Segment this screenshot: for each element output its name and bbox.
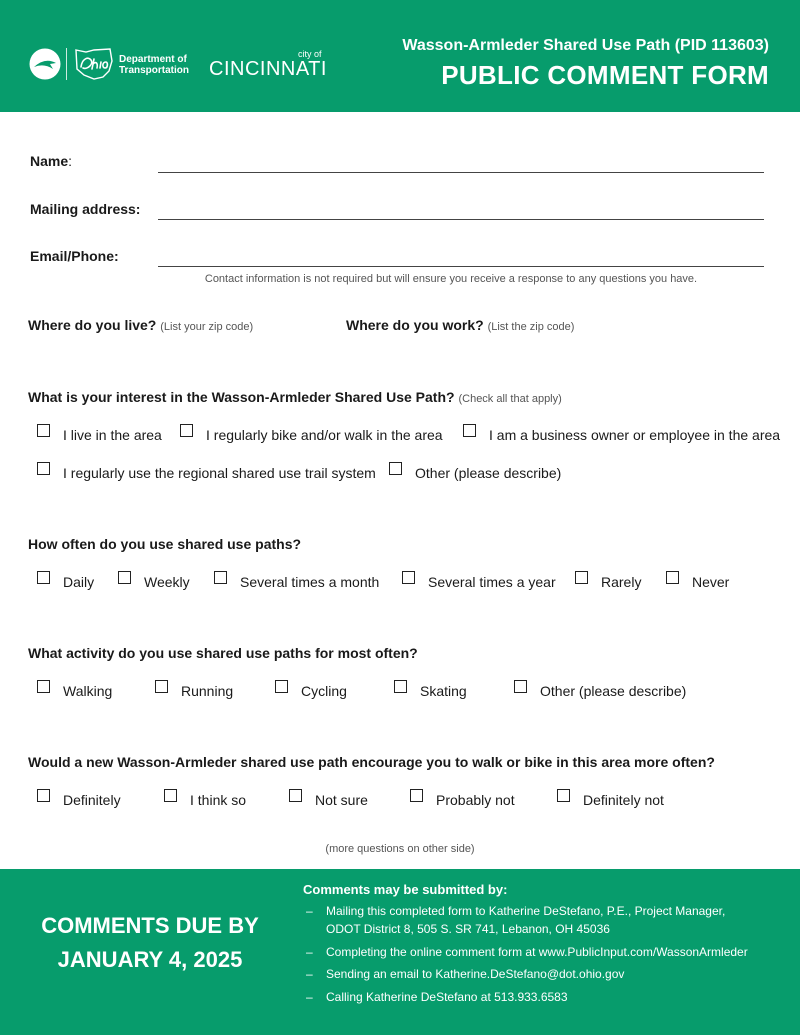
address-field[interactable] [158, 219, 764, 220]
encourage-option-definitely-not[interactable]: Definitely not [557, 789, 664, 809]
checkbox[interactable] [557, 789, 570, 802]
frequency-option-monthly[interactable]: Several times a month [214, 571, 379, 591]
checkbox[interactable] [389, 462, 402, 475]
checkbox[interactable] [37, 462, 50, 475]
interest-option-bike-walk[interactable]: I regularly bike and/or walk in the area [180, 424, 443, 444]
dept-line-2: Transportation [119, 65, 190, 76]
interest-question: What is your interest in the Wasson-Armleder Shared Use Path? (Check all that apply) [28, 389, 562, 405]
encourage-question: Would a new Wasson-Armleder shared use path encourage you to walk or bike in this area more often? [28, 754, 715, 770]
encourage-option-not-sure[interactable]: Not sure [289, 789, 368, 809]
activity-option-cycling[interactable]: Cycling [275, 680, 347, 700]
checkbox[interactable] [164, 789, 177, 802]
interest-option-trail-system[interactable]: I regularly use the regional shared use trail system [37, 462, 376, 482]
checkbox[interactable] [394, 680, 407, 693]
name-label: Name: [30, 153, 73, 169]
checkbox[interactable] [575, 571, 588, 584]
dash-icon: – [306, 990, 313, 1004]
checkbox[interactable] [666, 571, 679, 584]
checkbox[interactable] [37, 680, 50, 693]
email-phone-field[interactable] [158, 266, 764, 267]
submission-item-phone: – Calling Katherine DeStefano at 513.933.6583 [306, 990, 568, 1004]
interest-option-other[interactable]: Other (please describe) [389, 462, 561, 482]
checkbox[interactable] [37, 571, 50, 584]
due-date: JANUARY 4, 2025 [57, 947, 243, 972]
project-title: Wasson-Armleder Shared Use Path (PID 113603) [402, 37, 769, 54]
checkbox[interactable] [410, 789, 423, 802]
frequency-option-weekly[interactable]: Weekly [118, 571, 190, 591]
checkbox[interactable] [155, 680, 168, 693]
encourage-option-probably-not[interactable]: Probably not [410, 789, 515, 809]
checkbox[interactable] [463, 424, 476, 437]
name-field[interactable] [158, 172, 764, 173]
dash-icon: – [306, 967, 313, 981]
odot-logo-icon [28, 47, 62, 81]
frequency-option-never[interactable]: Never [666, 571, 729, 591]
email-phone-label: Email/Phone: [30, 248, 119, 264]
ohio-logo-icon [72, 47, 114, 81]
frequency-option-yearly[interactable]: Several times a year [402, 571, 556, 591]
due-line-1: COMMENTS DUE BY [41, 913, 259, 938]
frequency-option-rarely[interactable]: Rarely [575, 571, 641, 591]
encourage-option-definitely[interactable]: Definitely [37, 789, 121, 809]
checkbox[interactable] [118, 571, 131, 584]
submission-item-online: – Completing the online comment form at www.PublicInput.com/WassonArmleder [306, 945, 748, 959]
submission-item-email: – Sending an email to Katherine.DeStefano@dot.ohio.gov [306, 967, 625, 981]
dash-icon: – [306, 904, 313, 918]
footer-banner [0, 869, 800, 1035]
encourage-option-think-so[interactable]: I think so [164, 789, 246, 809]
checkbox[interactable] [289, 789, 302, 802]
checkbox[interactable] [402, 571, 415, 584]
checkbox[interactable] [180, 424, 193, 437]
checkbox[interactable] [514, 680, 527, 693]
checkbox[interactable] [37, 789, 50, 802]
checkbox[interactable] [214, 571, 227, 584]
work-question: Where do you work? (List the zip code) [346, 317, 575, 333]
form-title: PUBLIC COMMENT FORM [441, 60, 769, 90]
interest-option-live[interactable]: I live in the area [37, 424, 162, 444]
city-of-label: city of [298, 49, 322, 59]
interest-option-business[interactable]: I am a business owner or employee in the area [463, 424, 780, 444]
submission-item-mail: – Mailing this completed form to Katherine DeStefano, P.E., Project Manager, ODOT District 8, 505 S. SR 741, Lebanon, OH 45036 [306, 904, 726, 936]
contact-note: Contact information is not required but will ensure you receive a response to any questions you have. [204, 273, 698, 285]
address-label: Mailing address: [30, 201, 141, 217]
activity-option-other[interactable]: Other (please describe) [514, 680, 686, 700]
activity-question: What activity do you use shared use paths for most often? [28, 645, 418, 661]
logo-divider [66, 48, 67, 80]
dash-icon: – [306, 945, 313, 959]
dept-line-1: Department of [119, 54, 187, 65]
activity-option-running[interactable]: Running [155, 680, 233, 700]
activity-option-skating[interactable]: Skating [394, 680, 467, 700]
checkbox[interactable] [275, 680, 288, 693]
frequency-option-daily[interactable]: Daily [37, 571, 94, 591]
activity-option-walking[interactable]: Walking [37, 680, 112, 700]
frequency-question: How often do you use shared use paths? [28, 536, 302, 552]
checkbox[interactable] [37, 424, 50, 437]
cincinnati-logo: CINCINNATI [209, 58, 327, 80]
more-questions-note: (more questions on other side) [325, 843, 475, 855]
live-question: Where do you live? (List your zip code) [28, 317, 254, 333]
submission-heading: Comments may be submitted by: [303, 882, 508, 897]
header-banner [0, 0, 800, 112]
dept-name [119, 54, 189, 76]
